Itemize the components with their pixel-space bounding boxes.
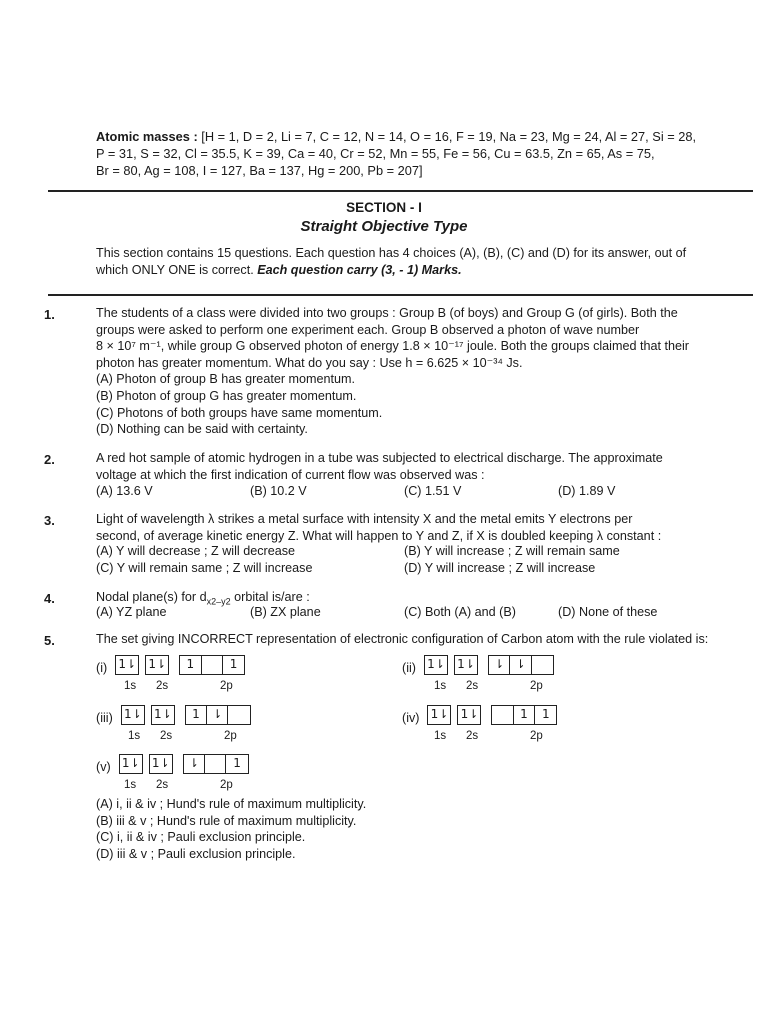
q3-option-b: (B) Y will increase ; Z will remain same — [404, 544, 620, 558]
q4-option-b: (B) ZX plane — [250, 605, 321, 619]
orbital-cell: ⇂ — [510, 656, 531, 674]
orbital-cell: ⇂ — [489, 656, 510, 674]
question-1 — [96, 305, 756, 438]
section-intro — [96, 245, 758, 279]
orbital-box-s1: 1⇂ — [121, 705, 145, 725]
orbital-label: 2p — [224, 730, 237, 742]
divider-top — [48, 190, 753, 192]
atomic-masses-line3: Br = 80, Ag = 108, I = 127, Ba = 137, Hg = 200, Pb = 207] — [96, 163, 423, 178]
orbital-box-s2: 1⇂ — [454, 655, 478, 675]
orbital-box-s1: 1⇂ — [119, 754, 143, 774]
q1-line: groups were asked to perform one experiment each. Group B observed a photon of wave number — [96, 322, 640, 337]
orbital-cell: 1 — [514, 706, 535, 724]
orbital-box-s1: 1⇂ — [424, 655, 448, 675]
orbital-label: 1s — [434, 730, 447, 742]
q5-option-d: (D) iii & v ; Pauli exclusion principle. — [96, 846, 296, 861]
atomic-masses — [96, 128, 756, 179]
config-row — [96, 655, 245, 675]
orbital-box-2p — [183, 754, 249, 774]
config-label: (v) — [96, 760, 111, 774]
orbital-label: 2p — [530, 730, 543, 742]
orbital-label: 1s — [128, 730, 141, 742]
orbital-label: 2s — [156, 779, 169, 791]
question-number: 3. — [44, 513, 55, 528]
orbital-cell: 1 — [233, 756, 241, 770]
orbital-box-s1: 1⇂ — [427, 705, 451, 725]
q2-option-a: (A) 13.6 V — [96, 484, 153, 498]
q2-option-b: (B) 10.2 V — [250, 484, 307, 498]
config-label: (iii) — [96, 711, 113, 725]
question-3 — [96, 511, 756, 544]
q1-option-b: (B) Photon of group G has greater momentum. — [96, 388, 357, 403]
orbital-cell: 1 — [229, 657, 238, 671]
orbital-label: 2p — [220, 680, 233, 692]
config-row — [402, 655, 554, 675]
orbital-cell — [202, 656, 223, 674]
question-number: 2. — [44, 452, 55, 467]
orbital-box-s2: 1⇂ — [151, 705, 175, 725]
q3-line: Light of wavelength λ strikes a metal surface with intensity X and the metal emits Y electrons per — [96, 512, 633, 526]
question-number: 5. — [44, 633, 55, 648]
orbital-box-s2: 1⇂ — [149, 754, 173, 774]
orbital-label: 2p — [220, 779, 233, 791]
q1-option-d: (D) Nothing can be said with certainty. — [96, 422, 308, 437]
q3-option-a: (A) Y will decrease ; Z will decrease — [96, 544, 296, 558]
orbital-box-2p — [491, 705, 557, 725]
question-number: 4. — [44, 591, 55, 606]
q4-option-d: (D) None of these — [558, 605, 658, 619]
q3-line: second, of average kinetic energy Z. What will happen to Y and Z, if X is doubled keeping λ constant : — [96, 528, 662, 543]
config-row — [96, 705, 251, 725]
q1-option-a: (A) Photon of group B has greater momentum. — [96, 372, 356, 387]
q4-option-c: (C) Both (A) and (B) — [404, 605, 516, 619]
orbital-box-2p — [185, 705, 251, 725]
orbital-cell: ⇂ — [184, 755, 205, 773]
divider-bottom — [48, 294, 753, 296]
q5-option-c: (C) i, ii & iv ; Pauli exclusion principle. — [96, 830, 306, 845]
q4-orbital-subscript: x2–y2 — [206, 596, 231, 607]
orbital-cell — [228, 706, 249, 724]
question-5: The set giving INCORRECT representation of electronic configuration of Carbon atom with the rule violated is: — [96, 632, 709, 646]
q1-option-c: (C) Photons of both groups have same momentum. — [96, 405, 383, 420]
question-number: 1. — [44, 307, 55, 322]
q2-line: A red hot sample of atomic hydrogen in a tube was subjected to electrical discharge. The approximate — [96, 451, 663, 465]
question-2 — [96, 450, 756, 483]
q5-option-a: (A) i, ii & iv ; Hund's rule of maximum multiplicity. — [96, 797, 367, 811]
orbital-cell: ⇂ — [207, 706, 228, 724]
q3-option-d: (D) Y will increase ; Z will increase — [404, 561, 596, 575]
q2-option-c: (C) 1.51 V — [404, 484, 462, 498]
q1-line: The students of a class were divided into two groups : Group B (of boys) and Group G (of girls). Both the — [96, 306, 678, 320]
orbital-label: 2s — [160, 730, 173, 742]
intro-line2: which ONLY ONE is correct. — [96, 263, 254, 277]
q1-line: 8 × 10⁷ m⁻¹, while group G observed photon of energy 1.8 × 10⁻¹⁷ joule. Both the groups claimed that their — [96, 339, 689, 354]
q1-line: photon has greater momentum. What do you say : Use h = 6.625 × 10⁻³⁴ Js. — [96, 355, 523, 370]
orbital-cell — [492, 706, 513, 724]
orbital-box-s2: 1⇂ — [457, 705, 481, 725]
orbital-cell: 1 — [186, 706, 207, 724]
orbital-label: 2p — [530, 680, 543, 692]
orbital-label: 1s — [434, 680, 447, 692]
q4-text-end: orbital is/are : — [230, 590, 310, 604]
orbital-box-2p — [488, 655, 554, 675]
q2-option-d: (D) 1.89 V — [558, 484, 616, 498]
q4-option-a: (A) YZ plane — [96, 605, 167, 619]
intro-line1: This section contains 15 questions. Each question has 4 choices (A), (B), (C) and (D) for its answer, out of — [96, 246, 687, 260]
orbital-cell — [532, 656, 553, 674]
orbital-box-s1: 1⇂ — [115, 655, 139, 675]
q3-option-c: (C) Y will remain same ; Z will increase — [96, 561, 313, 575]
orbital-box-2p — [179, 655, 245, 675]
intro-marks: Each question carry (3, - 1) Marks. — [257, 263, 462, 277]
q5-option-b: (B) iii & v ; Hund's rule of maximum multiplicity. — [96, 813, 357, 828]
atomic-masses-line1: [H = 1, D = 2, Li = 7, C = 12, N = 14, O = 16, F = 19, Na = 23, Mg = 24, Al = 27, Si = 28, — [201, 129, 697, 144]
orbital-cell — [205, 755, 226, 773]
orbital-label: 1s — [124, 779, 137, 791]
orbital-label: 2s — [156, 680, 169, 692]
orbital-label: 1s — [124, 680, 137, 692]
config-row — [402, 705, 557, 725]
orbital-label: 2s — [466, 680, 479, 692]
q4-text: Nodal plane(s) for d — [96, 590, 207, 604]
orbital-label: 2s — [466, 730, 479, 742]
config-row — [96, 754, 249, 774]
q2-line: voltage at which the first indication of current flow was observed was : — [96, 467, 485, 482]
section-title: SECTION - I — [346, 200, 422, 215]
section-subtitle: Straight Objective Type — [300, 218, 468, 235]
orbital-cell: 1 — [180, 656, 201, 674]
config-label: (iv) — [402, 711, 420, 725]
config-label: (ii) — [402, 661, 416, 675]
config-label: (i) — [96, 661, 108, 675]
atomic-masses-label: Atomic masses : — [96, 129, 198, 144]
q5-options — [96, 796, 756, 862]
orbital-box-s2: 1⇂ — [145, 655, 169, 675]
orbital-cell: 1 — [542, 707, 550, 721]
atomic-masses-line2: P = 31, S = 32, Cl = 35.5, K = 39, Ca = 40, Cr = 52, Mn = 55, Fe = 56, Cu = 63.5, Zn = 65, As = 75, — [96, 146, 655, 161]
